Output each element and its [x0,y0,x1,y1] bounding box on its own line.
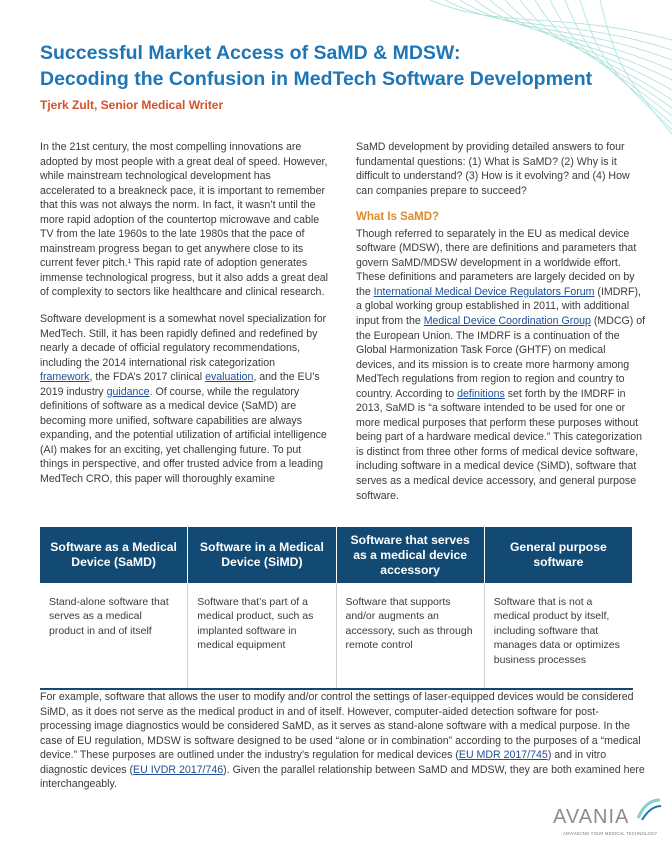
imdrf-link[interactable]: International Medical Device Regulators Forum [373,285,595,298]
logo-mark-icon [636,798,662,822]
samd-definition-paragraph: Though referred to separately in the EU as medical device software (MDSW), there are definitions and parameters that govern SaMD/MDSW development in a worldwide effort. These definitions and parameters are largely decided on by the International Medical Device Regulators Forum (IMDRF), a global working group established in 2011, with additional input from the Medical Device Coordination Group (MDCG) of the European Union. The IMDRF is a continuation of the Global Harmonization Task Force (GHTF) on medical devices, and its mission is to create more harmony among MedTech regulations from region to region and country to country. According to definitions set forth by the IMDRF in 2013, SaMD is “a software intended to be used for one or more medical purposes that perform these purposes without being part of a hardware medical device.” This categorization is distinct from three other forms of medical device software, including software in a medical device (SiMD), software that serves as a medical device accessory, and general purpose software. [356,227,646,502]
eu-ivdr-link[interactable]: EU IVDR 2017/746 [133,763,224,776]
logo-tagline: ADVANCING YOUR MEDICAL TECHNOLOGY [563,831,658,836]
table-header-simd: Software in a Medical Device (SiMD) [188,527,336,583]
title-line-1: Successful Market Access of SaMD & MDSW: [40,42,461,64]
section-heading-what-is-samd: What Is SaMD? [356,211,440,224]
intro-paragraph: In the 21st century, the most compelling innovations are adopted by most people with a great deal of speed. However, while mainstream technological development has accelerated to a breakneck pace, it is important to remember that this was not always the norm. In fact, it wasn’t until the more rapid adoption of the countertop microwave and cable TV from the late 1960s to the late 1980s that the pace of mainstream progress began to get anywhere close to its current fever pitch.¹ This rapid rate of adoption generates immense technological progress, but it also adds a great deal of complexity to sectors like healthcare and clinical research. [40,141,328,299]
software-development-paragraph: Software development is a somewhat novel specialization for MedTech. Still, it has been rapidly defined and redefined by nearly a decade of official regulatory recommendations, including the 2014 international risk categorization framework, the FDA’s 2017 clinical evaluation, and the EU’s 2019 industry guidance. Of course, while the regulatory definitions of software as a medical device (SaMD) are becoming more unified, software capabilities are always expanding, and the potential utilization of artificial intelligence (AI) makes for an exciting, yet challenging future. To put things in perspective, and offer trusted advice from a leading MedTech CRO, this paper will thoroughly examine [40,313,327,486]
evaluation-link[interactable]: evaluation [205,371,254,384]
table-cell-general-purpose: Software that is not a medical product by itself, including software that manages data or optimizes business processes [493,596,620,666]
mdcg-link[interactable]: Medical Device Coordination Group [423,315,591,328]
logo-wordmark: AVANIA [553,806,630,828]
table-cell-accessory: Software that supports and/or augments an accessory, such as through remote control [337,583,485,689]
continuation-paragraph: SaMD development by providing detailed answers to four fundamental questions: (1) What is SaMD? (2) Why is it difficult to understand? (3) How is it evolving? and (4) How can companies prepare to succeed? [356,141,630,197]
table-header-general-purpose: General purpose software [485,527,633,583]
examples-paragraph: For example, software that allows the user to modify and/or control the settings of laser-equipped devices would be considered SiMD, as it does not serve as the medical product in and of itself. However, computer-aided detection software for post-processing image diagnostics would be considered SaMD, as it serves as stand-alone software with a medical purpose. In the case of EU regulation, MDSW is software designed to be used “alone or in combination” according to the purposes of a “medical device.” These purposes are outlined under the industry’s regulation for medical devices (EU MDR 2017/745) and in vitro diagnostic devices (EU IVDR 2017/746). Given the parallel relationship between SaMD and MDSW, they are both examined here interchangeably. [40,691,645,791]
eu-mdr-link[interactable]: EU MDR 2017/745 [458,749,548,762]
right-column [356,140,646,515]
title-line-2: Decoding the Confusion in MedTech Software Development [40,68,593,90]
framework-link[interactable]: framework [40,371,90,384]
page-title [40,40,650,92]
avania-logo [553,806,663,842]
guidance-link[interactable]: guidance [106,385,150,398]
software-categories-table [40,527,633,689]
table-header-accessory: Software that serves as a medical device accessory [337,527,485,583]
table-cell-simd: Software that’s part of a medical product, such as implanted software in medical equipment [188,583,336,689]
author-byline: Tjerk Zult, Senior Medical Writer [40,98,224,112]
table-header-samd: Software as a Medical Device (SaMD) [40,527,188,583]
table-cell-samd: Stand-alone software that serves as a medical product in and of itself [40,583,188,689]
left-column [40,140,328,499]
definitions-link[interactable]: definitions [457,387,505,400]
